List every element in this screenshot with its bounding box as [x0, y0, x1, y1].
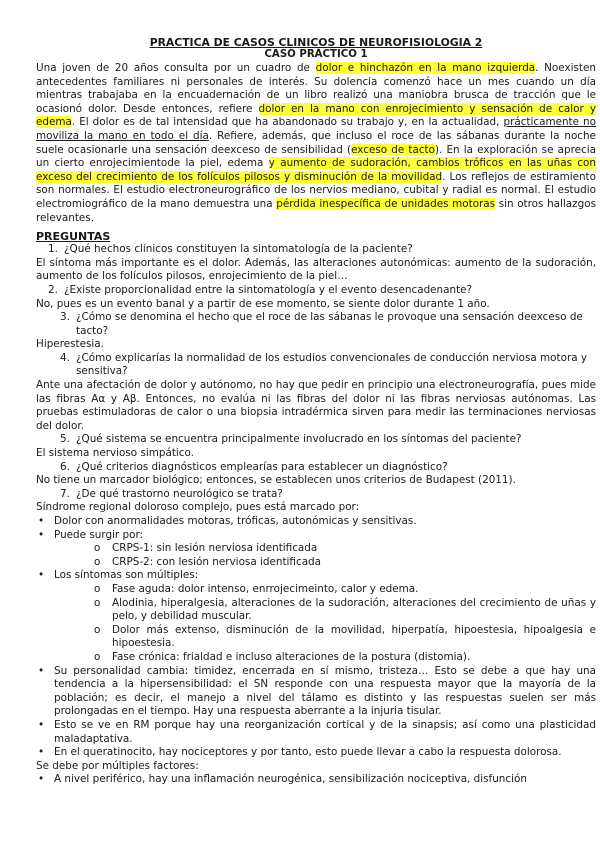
case-description — [36, 62, 596, 225]
case-text-run: ). En la exploración se aprecia un cierto enrojecimientode la piel, edema — [36, 143, 596, 170]
list-item: • Dolor con anormalidades motoras, tróficas, autonómicas y sensitivas. — [36, 515, 596, 529]
question-2: 2. ¿Existe proporcionalidad entre la sintomatología y el evento desencadenante? — [48, 283, 473, 296]
highlighted-text: pérdida inespecífica de unidades motoras — [276, 197, 496, 210]
document-title: PRACTICA DE CASOS CLINICOS DE NEUROFISIOLOGIA 2 — [149, 36, 483, 49]
case-text-run: Una joven de 20 años consulta por un cuadro de — [36, 62, 316, 74]
case-text-run: sin otros hallazgos relevantes. — [36, 197, 596, 224]
sub-list-item: o Dolor más extenso, disminución de la movilidad, hiperpatía, hipoestesia, hipoalgesia e hipoestesia. — [54, 624, 596, 651]
list-item: • Puede surgir por: o CRPS-1: sin lesión nerviosa identificada o CRPS-2: con lesión nerviosa identificada — [36, 529, 596, 570]
highlighted-text: dolor e hinchazón en la mano izquierda — [315, 62, 536, 74]
list-item: • A nivel periférico, hay una inflamación neurogénica, sensibilización nociceptiva, disfunción — [36, 773, 596, 787]
answer-7: Síndrome regional doloroso complejo, pues está marcado por: — [36, 501, 360, 514]
list-item: • Su personalidad cambia: timidez, encerrada en sí mismo, tristeza… Esto se debe a que hay una tendencia a la hipersensibilidad: el SN responde con una respuesta mayor que la mayoría de la población; es decir, el manejo a nivel del tálamo es distinto y las respuestas suelen ser más prolongadas en el tiempo. Hay una respuesta aberrante a la injuria tisular. — [36, 665, 596, 719]
highlighted-text: y aumento de sudoración, cambios tróficos en las uñas con exceso del crecimiento de los folículos pilosos y disminución de la movilidad — [36, 157, 596, 183]
list-item: • Esto se ve en RM porque hay una reorganización cortical y de la sinapsis; así como una plasticidad maladaptativa. — [36, 719, 596, 746]
case-text-run: . El dolor es de tal intensidad que ha abandonado su trabajo y, en la actualidad, — [71, 116, 504, 129]
question-3: 3. ¿Cómo se denomina el hecho que el roce de las sábanas le provoque una sensación deexceso de tacto? — [60, 311, 583, 337]
highlighted-text: exceso de tacto — [351, 143, 435, 156]
sub-list-item: o Fase crónica: frialdad e incluso alteraciones de la postura (distomia). — [54, 651, 596, 665]
question-6: 6. ¿Qué criterios diagnósticos emplearías para establecer un diagnóstico? — [60, 460, 448, 473]
answer-2: No, pues es un evento banal y a partir de ese momento, se siente dolor durante 1 año. — [36, 297, 490, 310]
sub-list-item: o Fase aguda: dolor intenso, enrrojecimeinto, calor y edema. — [54, 583, 596, 597]
sub-list — [54, 542, 596, 569]
answer-6: No tiene un marcador biológico; entonces, se establecen unos criterios de Budapest (2011). — [36, 474, 516, 487]
factors-intro: Se debe por múltiples factores: — [36, 759, 199, 772]
document-page — [36, 0, 596, 787]
highlighted-text: dolor en la mano con enrojecimiento y sensación de calor y edema — [36, 102, 596, 129]
answer-4: Ante una afectación de dolor y autónomo, no hay que pedir en principio una electroneurografía, pues mide las fibras Aα y Aβ. Entonces, no evalúa ni las fibras del dolor ni las fibras nerviosas autónomas. Las pruebas estimuladoras de calor o una biopsia intradérmica sirven para medir las terminaciones nerviosas del dolor. — [36, 379, 596, 432]
sub-list-item: o CRPS-2: con lesión nerviosa identificada — [54, 556, 596, 570]
case-text-run: . Refiere, además, que incluso el roce de las sábanas durante la noche suele ocasionarle una sensación deexceso de sensibilidad ( — [36, 129, 596, 156]
case-title: CASO PRÁCTICO 1 — [264, 49, 368, 60]
answer-1: El síntoma más importante es el dolor. Además, las alteraciones autonómicas: aumento de la sudoración, aumento de los folículos pilosos, enrojecimiento de la piel… — [36, 256, 596, 283]
question-5: 5. ¿Qué sistema se encuentra principalmente involucrado en los síntomas del paciente? — [60, 433, 522, 446]
underlined-text: prácticamente no moviliza la mano en todo el día — [36, 116, 596, 142]
sub-list — [54, 583, 596, 665]
question-4: 4. ¿Cómo explicarías la normalidad de los estudios convencionales de conducción nerviosa motora y sensitiva? — [60, 351, 588, 378]
questions-heading: PREGUNTAS — [36, 230, 111, 244]
sub-list-item: o CRPS-1: sin lesión nerviosa identificada — [54, 542, 596, 556]
question-7: 7. ¿De qué trastorno neurológico se trata? — [60, 487, 283, 500]
answer-5: El sistema nervioso simpático. — [36, 447, 194, 460]
case-text-run: . Los reflejos de estiramiento son normales. El estudio electroneurográfico de los nervios mediano, cubital y radial es normal. El estudio electromiográfico de la mano demuestra una — [36, 170, 596, 210]
symptom-list — [36, 515, 596, 760]
sub-list-item: o Alodinia, hiperalgesia, alteraciones de la sudoración, alteraciones del crecimiento de uñas y pelo, y debilidad muscular. — [54, 597, 596, 624]
question-1: 1. ¿Qué hechos clínicos constituyen la sintomatología de la paciente? — [48, 243, 413, 256]
answer-3: Hiperestesia. — [36, 338, 104, 351]
case-text-run: . Noexisten antecedentes familiares ni personales de interés. Su dolencia comenzó hace un mes cuando un día mientras trabajaba en la encuadernación de un libro realizó una maniobra brusca de tracción que le ocasionó dolor. Desde entonces, refiere — [36, 62, 596, 115]
list-item: • Los síntomas son múltiples: o Fase aguda: dolor intenso, enrrojecimeinto, calor y edema. o Alodinia, hiperalgesia, alteraciones de la sudoración, alteraciones del crecimiento de uñas y pelo, y debilidad muscular. o Dolor más extenso, disminución de la movilidad, hiperpatía, hipoestesia, hipoalgesia e hipoestesia. o Fase crónica: frialdad e incluso alteraciones de la postura (distomia). — [36, 569, 596, 664]
factors-list — [36, 773, 596, 787]
list-item: • En el queratinocito, hay nociceptores y por tanto, esto puede llevar a cabo la respuesta dolorosa. — [36, 746, 596, 760]
